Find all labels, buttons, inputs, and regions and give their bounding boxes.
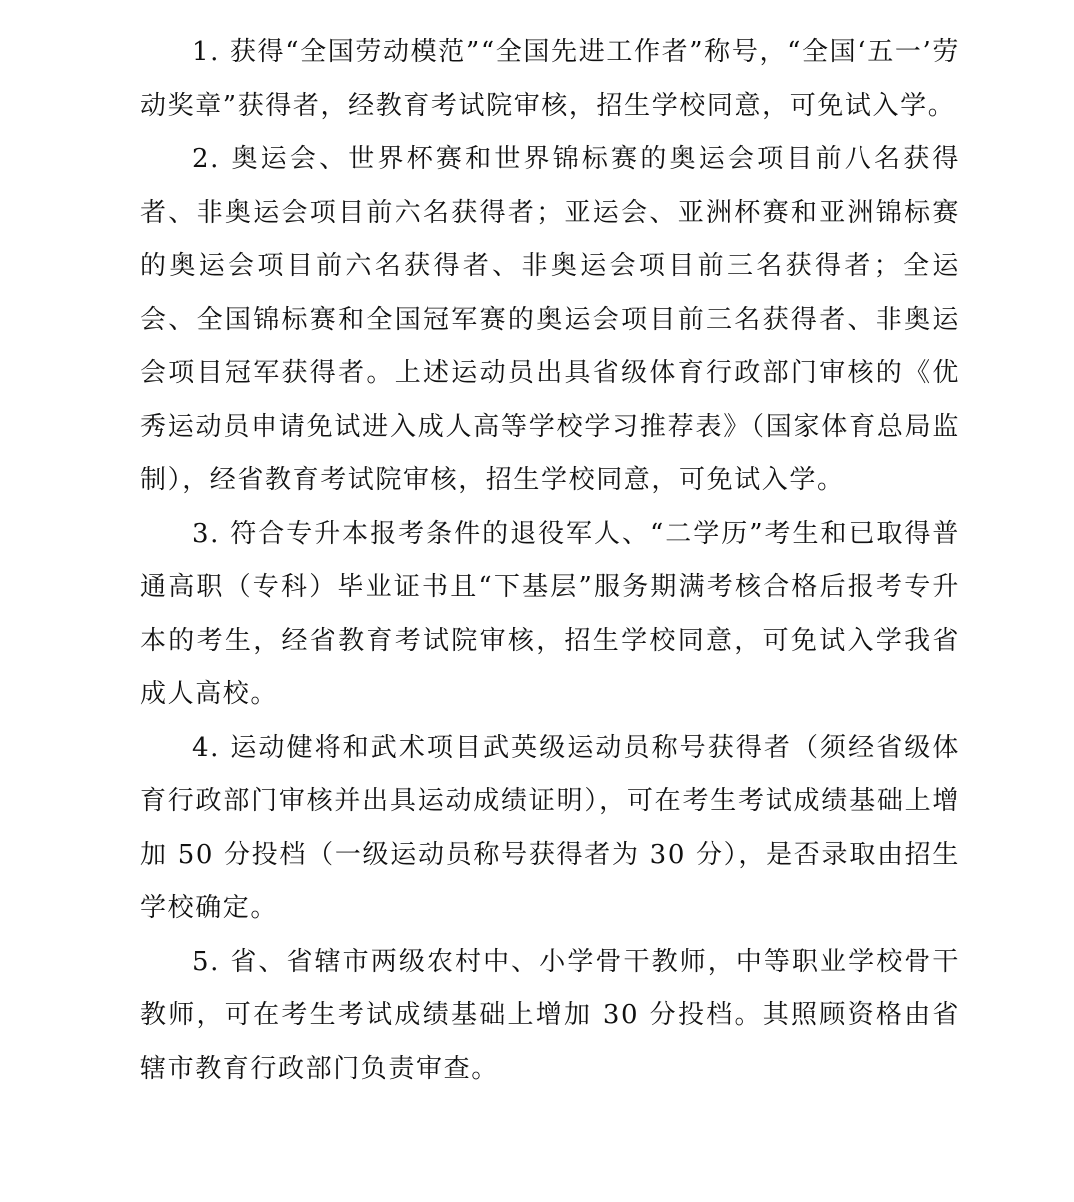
paragraph-4: 4. 运动健将和武术项目武英级运动员称号获得者（须经省级体育行政部门审核并出具运动成绩证明），可在考生考试成绩基础上增加 50 分投档（一级运动员称号获得者为 30 分），是否录取由招生学校确定。 <box>140 732 960 923</box>
paragraph-5: 5. 省、省辖市两级农村中、小学骨干教师，中等职业学校骨干教师，可在考生考试成绩基础上增加 30 分投档。其照顾资格由省辖市教育行政部门负责审查。 <box>140 946 960 1084</box>
document-body <box>140 26 960 1096</box>
paragraph-1: 1. 获得“全国劳动模范”“全国先进工作者”称号，“全国‘五一’劳动奖章”获得者，经教育考试院审核，招生学校同意，可免试入学。 <box>140 37 960 121</box>
paragraph-3: 3. 符合专升本报考条件的退役军人、“二学历”考生和已取得普通高职（专科）毕业证书且“下基层”服务期满考核合格后报考专升本的考生，经省教育考试院审核，招生学校同意，可免试入学我省成人高校。 <box>140 518 960 709</box>
paragraph-2: 2. 奥运会、世界杯赛和世界锦标赛的奥运会项目前八名获得者、非奥运会项目前六名获得者；亚运会、亚洲杯赛和亚洲锦标赛的奥运会项目前六名获得者、非奥运会项目前三名获得者；全运会、全国锦标赛和全国冠军赛的奥运会项目前三名获得者、非奥运会项目冠军获得者。上述运动员出具省级体育行政部门审核的《优秀运动员申请免试进入成人高等学校学习推荐表》（国家体育总局监制），经省教育考试院审核，招生学校同意，可免试入学。 <box>140 144 960 495</box>
